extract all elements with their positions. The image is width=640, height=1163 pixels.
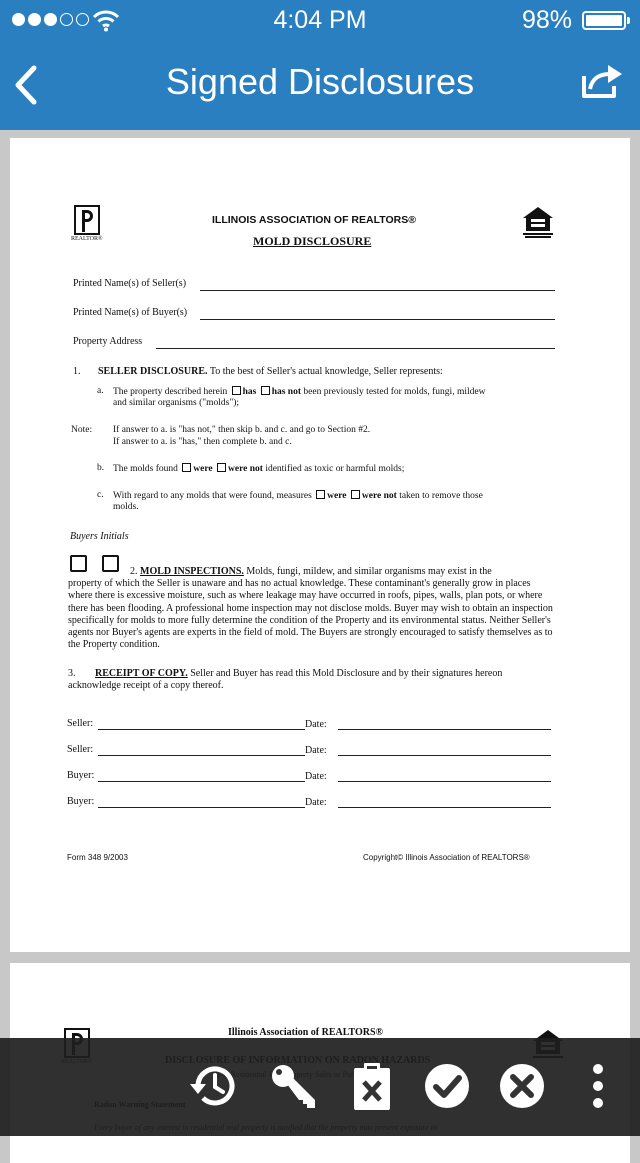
equal-housing-icon	[520, 205, 556, 239]
item-a-letter: a.	[97, 386, 104, 396]
realtor-logo-label: REALTOR®	[71, 236, 103, 242]
key-icon	[267, 1060, 319, 1112]
org-name: Illinois Association of REALTORS®	[228, 1027, 384, 1038]
section1-text: SELLER DISCLOSURE. To the best of Seller's actual knowledge, Seller represents:	[98, 366, 443, 377]
date-line[interactable]	[338, 807, 551, 808]
buyer-names-label: Printed Name(s) of Buyer(s)	[73, 307, 188, 318]
key-button[interactable]	[265, 1058, 321, 1114]
document-page-1[interactable]	[10, 138, 630, 952]
date-line[interactable]	[338, 729, 551, 730]
copyright: Copyright© Illinois Association of REALTORS®	[363, 853, 530, 862]
navigation-bar	[0, 40, 640, 130]
note-line-1: If answer to a. is "has not," then skip b. and c. and go to Section #2.	[113, 425, 371, 435]
signature-role: Seller:	[67, 744, 94, 755]
clock: 4:04 PM	[273, 6, 367, 34]
item-c-text-line2: molds.	[113, 502, 139, 512]
item-b-letter: b.	[97, 463, 105, 473]
buyer-initial-box-1[interactable]	[70, 555, 87, 572]
delete-document-icon	[350, 1060, 394, 1112]
section3-text: RECEIPT OF COPY. Seller and Buyer has read this Mold Disclosure and by their signatures hereon acknowledge receipt of a copy thereof.	[68, 668, 503, 692]
signature-role: Seller:	[67, 718, 94, 729]
date-label: Date:	[305, 771, 327, 782]
seller-names-line[interactable]	[200, 290, 555, 291]
item-a-text: The property described herein has has not been previously tested for molds, fungi, mildew	[113, 387, 486, 397]
form-number: Form 348 9/2003	[67, 853, 128, 862]
note-line-2: If answer to a. is "has," then complete b. and c.	[113, 437, 292, 447]
item-c-letter: c.	[97, 490, 104, 500]
signature-line[interactable]	[98, 755, 305, 756]
item-b-text: The molds found were were not identified as toxic or harmful molds;	[113, 464, 405, 474]
signature-line[interactable]	[98, 781, 305, 782]
property-address-line[interactable]	[156, 348, 555, 349]
share-icon[interactable]	[578, 62, 624, 102]
were-checkbox[interactable]	[182, 463, 191, 472]
cancel-icon	[496, 1060, 548, 1112]
has-checkbox[interactable]	[232, 386, 241, 395]
item-c-text: With regard to any molds that were found, measures were were not taken to remove those	[113, 491, 483, 501]
measures-were-not-checkbox[interactable]	[351, 490, 360, 499]
check-icon	[421, 1060, 473, 1112]
bottom-toolbar	[0, 1038, 640, 1136]
history-button[interactable]	[186, 1058, 242, 1114]
signature-line[interactable]	[98, 807, 305, 808]
form-title: MOLD DISCLOSURE	[253, 234, 372, 248]
more-options-button[interactable]	[572, 1058, 624, 1114]
date-line[interactable]	[338, 755, 551, 756]
seller-names-label: Printed Name(s) of Seller(s)	[73, 278, 187, 289]
section3-number: 3.	[68, 668, 76, 679]
date-label: Date:	[305, 719, 327, 730]
were-not-checkbox[interactable]	[217, 463, 226, 472]
status-bar	[0, 0, 640, 40]
buyer-names-line[interactable]	[200, 319, 555, 320]
more-icon	[590, 1061, 606, 1111]
history-icon	[188, 1060, 240, 1112]
has-not-checkbox[interactable]	[261, 386, 270, 395]
battery-icon	[582, 11, 626, 30]
section1-number: 1.	[73, 366, 81, 377]
org-name: ILLINOIS ASSOCIATION OF REALTORS®	[212, 214, 416, 226]
date-label: Date:	[305, 797, 327, 808]
date-label: Date:	[305, 745, 327, 756]
section2-body: property of which the Seller is unaware and has no actual knowledge. These contaminant's generally grow in places where there is excessive moisture, such as where leakage may have occurred in roofs, pipes, walls, plan pots, or where there has been flooding. A professional home inspection may not disclose molds. Buyer may wish to obtain an inspection specifically for molds to more fully determine the condition of the Property and its environmental status. Neither Seller's agents nor Buyer's agents are experts in the field of mold. The Buyers are strongly encouraged to satisfy themselves as to the Property condition.	[68, 578, 553, 651]
date-line[interactable]	[338, 781, 551, 782]
note-label: Note:	[71, 425, 93, 435]
approve-button[interactable]	[419, 1058, 475, 1114]
delete-document-button[interactable]	[344, 1058, 400, 1114]
cancel-button[interactable]	[494, 1058, 550, 1114]
signature-role: Buyer:	[67, 770, 95, 781]
item-a-text-line2: and similar organisms ("molds");	[113, 398, 240, 408]
page-title: Signed Disclosures	[165, 61, 475, 102]
buyer-initial-box-2[interactable]	[102, 555, 119, 572]
section2-first-line: 2. MOLD INSPECTIONS. Molds, fungi, mildew, and similar organisms may exist in the	[130, 566, 492, 577]
signature-role: Buyer:	[67, 796, 95, 807]
realtor-logo-icon	[74, 205, 100, 235]
measures-were-checkbox[interactable]	[316, 490, 325, 499]
buyers-initials-label: Buyers Initials	[70, 531, 129, 542]
signature-line[interactable]	[98, 729, 305, 730]
property-address-label: Property Address	[73, 336, 143, 347]
battery-percent: 98%	[521, 6, 572, 34]
